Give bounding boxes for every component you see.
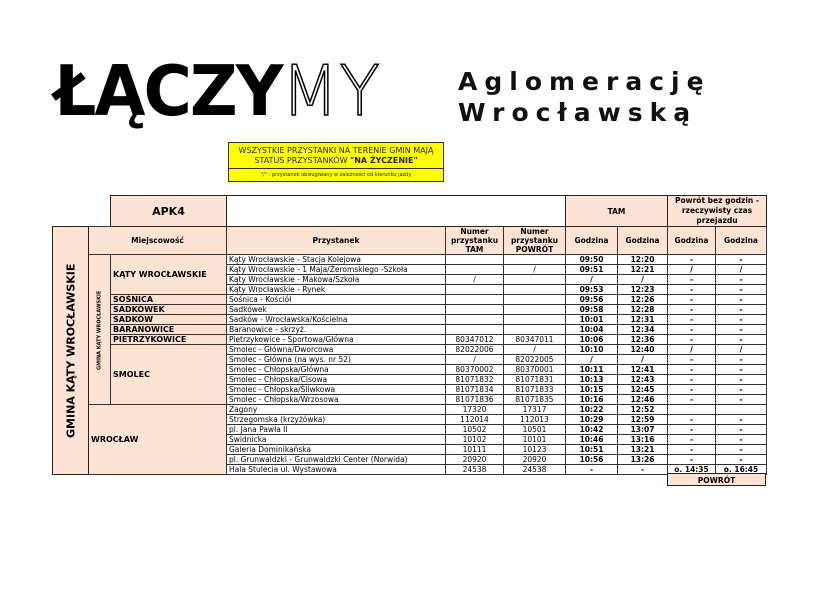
hour-tam-1: 10:13	[566, 375, 618, 385]
tagline-line2: Wrocławską	[458, 98, 698, 127]
header-return: Powrót bez godzin - rzeczywisty czas przejazdu	[668, 196, 767, 227]
hour-return-1: -	[668, 295, 716, 305]
stop-name: Świdnicka	[227, 435, 446, 445]
hour-tam-2: 12:41	[618, 365, 668, 375]
hour-tam-1: 10:15	[566, 385, 618, 395]
stop-number-return: 20920	[504, 455, 566, 465]
hour-tam-2: /	[618, 275, 668, 285]
hour-tam-2: 13:21	[618, 445, 668, 455]
hour-tam-2: 12:34	[618, 325, 668, 335]
stop-number-tam: 80370002	[446, 365, 504, 375]
hour-return-1: -	[668, 375, 716, 385]
hour-tam-2: 13:26	[618, 455, 668, 465]
hour-return-1: -	[668, 255, 716, 265]
stop-name: Hala Stulecia ul. Wystawowa	[227, 465, 446, 475]
notice-line2: STATUS PRZYSTANKÓW	[254, 156, 351, 165]
hour-tam-2: 12:46	[618, 395, 668, 405]
stop-number-tam: 82022006	[446, 345, 504, 355]
hour-return-1: -	[668, 395, 716, 405]
hour-return-1: /	[668, 345, 716, 355]
stop-number-tam: 112014	[446, 415, 504, 425]
hour-return-2: o. 16:45	[716, 465, 767, 475]
hour-tam-2: /	[618, 355, 668, 365]
town-cell: SOŚNICA	[111, 295, 227, 305]
stop-number-return	[504, 315, 566, 325]
hour-tam-1: 09:53	[566, 285, 618, 295]
stop-number-return	[504, 325, 566, 335]
hour-return-1: -	[668, 385, 716, 395]
stop-name: pl. Grunwaldzki - Grunwaldzki Center (Norwida)	[227, 455, 446, 465]
hour-tam-1: 10:29	[566, 415, 618, 425]
hour-tam-2: -	[618, 465, 668, 475]
stop-number-tam: 17320	[446, 405, 504, 415]
stop-number-return: 24538	[504, 465, 566, 475]
hour-tam-1: 10:16	[566, 395, 618, 405]
hour-return-2: -	[716, 445, 767, 455]
header-hour: Godzina	[566, 227, 618, 255]
header-hour: Godzina	[668, 227, 716, 255]
stop-number-tam: 81071834	[446, 385, 504, 395]
stop-name: Smolec - Główna (na wys. nr 52)	[227, 355, 446, 365]
stop-number-tam: 10102	[446, 435, 504, 445]
stop-number-return	[504, 305, 566, 315]
hour-tam-2: 12:52	[618, 405, 668, 415]
table-row	[53, 315, 767, 325]
stop-number-tam	[446, 295, 504, 305]
stop-name: Smolec - Chłopska/Cisowa	[227, 375, 446, 385]
hour-return-2: -	[716, 275, 767, 285]
stop-number-return: /	[504, 265, 566, 275]
hour-return-2: -	[716, 385, 767, 395]
town-cell: SADKÓW	[111, 315, 227, 325]
stop-name: Kąty Wrocławskie - 1 Maja/Żeromskiego -Szkoła	[227, 265, 446, 275]
hour-return-2: -	[716, 415, 767, 425]
town-cell: SMOLEC	[111, 345, 227, 405]
stop-number-return: 81071835	[504, 395, 566, 405]
stop-number-tam: 81071836	[446, 395, 504, 405]
hour-return-2: /	[716, 345, 767, 355]
hour-return-1: -	[668, 335, 716, 345]
notice-note: "/" - przystanek obsługiwany w zależności od kierunku jazdy	[260, 172, 412, 178]
hour-return-2: -	[716, 255, 767, 265]
hour-tam-1: 09:56	[566, 295, 618, 305]
header-num-tam: Numer przystanku TAM	[446, 227, 504, 255]
hour-return-1: -	[668, 275, 716, 285]
stop-name: Baranowice - skrzyż.	[227, 325, 446, 335]
town-cell: KĄTY WROCŁAWSKIE	[111, 255, 227, 295]
hour-tam-2: 12:28	[618, 305, 668, 315]
table-row	[53, 405, 767, 415]
stop-number-return: 80370001	[504, 365, 566, 375]
hour-return-2: -	[716, 395, 767, 405]
hour-tam-1: 09:58	[566, 305, 618, 315]
hour-return-1: -	[668, 435, 716, 445]
hour-tam-1: 10:22	[566, 405, 618, 415]
header-hour: Godzina	[618, 227, 668, 255]
stop-number-return: 17317	[504, 405, 566, 415]
stop-name: Sadków - Wrocławska/Kościelna	[227, 315, 446, 325]
hour-return-1	[668, 405, 716, 415]
hour-return-2: -	[716, 315, 767, 325]
stop-number-tam: 10111	[446, 445, 504, 455]
stop-number-tam: /	[446, 275, 504, 285]
hour-tam-1: 10:42	[566, 425, 618, 435]
stop-number-tam	[446, 265, 504, 275]
stop-name: Smolec - Chłopska/Wrzosowa	[227, 395, 446, 405]
hour-tam-1: 10:10	[566, 345, 618, 355]
notice-box	[228, 142, 444, 182]
hour-tam-1: 10:56	[566, 455, 618, 465]
stop-number-tam: 80347012	[446, 335, 504, 345]
hour-return-2: /	[716, 265, 767, 275]
hour-tam-2: 12:23	[618, 285, 668, 295]
header-hour: Godzina	[716, 227, 767, 255]
town-cell: SADKÓWEK	[111, 305, 227, 315]
stop-name: Smolec - Chłopska/Śliwkowa	[227, 385, 446, 395]
hour-return-2: -	[716, 325, 767, 335]
stop-number-return: 81071831	[504, 375, 566, 385]
stop-number-return: 10123	[504, 445, 566, 455]
hour-return-2: -	[716, 305, 767, 315]
stop-number-tam: 10502	[446, 425, 504, 435]
hour-return-1: -	[668, 315, 716, 325]
header-town: Miejscowość	[89, 227, 227, 255]
hour-tam-1: 09:51	[566, 265, 618, 275]
table-row	[53, 345, 767, 355]
hour-return-1: -	[668, 445, 716, 455]
stop-name: Sośnica - Kościół	[227, 295, 446, 305]
notice-line1: WSZYSTKIE PRZYSTANKI NA TERENIE GMIN MAJĄ	[238, 146, 434, 155]
stop-number-tam	[446, 325, 504, 335]
logo-bold: ŁĄCZY	[54, 51, 282, 132]
stop-name: Galeria Dominikańska	[227, 445, 446, 455]
stop-number-return: 112013	[504, 415, 566, 425]
hour-return-1: -	[668, 365, 716, 375]
hour-tam-2: 12:43	[618, 375, 668, 385]
hour-tam-1: 10:06	[566, 335, 618, 345]
town-cell: WROCŁAW	[89, 405, 227, 475]
stop-name: Sadkówek	[227, 305, 446, 315]
hour-tam-1: 09:50	[566, 255, 618, 265]
hour-return-1: o. 14:35	[668, 465, 716, 475]
stop-number-return	[504, 255, 566, 265]
stop-number-return: 10501	[504, 425, 566, 435]
table-row	[53, 295, 767, 305]
stop-number-tam	[446, 285, 504, 295]
hour-return-2: -	[716, 435, 767, 445]
hour-tam-1: /	[566, 355, 618, 365]
stop-number-tam: 81071832	[446, 375, 504, 385]
stop-name: Kąty Wrocławskie - Rynek	[227, 285, 446, 295]
hour-tam-1: 10:04	[566, 325, 618, 335]
stop-number-tam: 20920	[446, 455, 504, 465]
stop-number-return	[504, 285, 566, 295]
hour-return-1: -	[668, 355, 716, 365]
hour-return-2: -	[716, 365, 767, 375]
hour-return-2: -	[716, 295, 767, 305]
hour-tam-2: 12:45	[618, 385, 668, 395]
table-row	[53, 255, 767, 265]
hour-tam-1: 10:01	[566, 315, 618, 325]
hour-tam-2: 12:36	[618, 335, 668, 345]
gmina-small-label: GMINA KĄTY WROCŁAWSKIE	[89, 255, 111, 405]
hour-return-1: -	[668, 285, 716, 295]
gmina-label: GMINA KĄTY WROCŁAWSKIE	[53, 227, 89, 475]
table-row	[53, 335, 767, 345]
logo	[54, 51, 381, 132]
stop-name: Strzegomska (krzyżówka)	[227, 415, 446, 425]
hour-tam-2: 12:40	[618, 345, 668, 355]
line-number: APK4	[111, 196, 227, 227]
town-cell: PIETRZYKOWICE	[111, 335, 227, 345]
stop-name: pl. Jana Pawła II	[227, 425, 446, 435]
stop-number-tam: /	[446, 355, 504, 365]
header-num-return: Numer przystanku POWRÓT	[504, 227, 566, 255]
hour-tam-2: 13:07	[618, 425, 668, 435]
stop-number-tam	[446, 255, 504, 265]
header-stop: Przystanek	[227, 227, 446, 255]
hour-return-2: -	[716, 285, 767, 295]
hour-tam-2: 12:26	[618, 295, 668, 305]
stop-number-return: 80347011	[504, 335, 566, 345]
stop-number-return: 82022005	[504, 355, 566, 365]
stop-name: Zagony	[227, 405, 446, 415]
stop-number-tam	[446, 315, 504, 325]
timetable	[52, 195, 767, 475]
return-label: POWRÓT	[667, 473, 766, 486]
stop-number-tam	[446, 305, 504, 315]
hour-return-2: -	[716, 425, 767, 435]
header-tam: TAM	[566, 196, 668, 227]
stop-number-tam: 24538	[446, 465, 504, 475]
logo-outline: MY	[281, 51, 381, 132]
logo-tagline	[458, 66, 711, 128]
stop-number-return: 81071833	[504, 385, 566, 395]
hour-return-2: -	[716, 375, 767, 385]
hour-tam-2: 12:59	[618, 415, 668, 425]
hour-tam-1: -	[566, 465, 618, 475]
hour-tam-1: 10:51	[566, 445, 618, 455]
hour-tam-2: 13:16	[618, 435, 668, 445]
hour-return-1: -	[668, 425, 716, 435]
stop-name: Kąty Wrocławskie - Makowa/Szkoła	[227, 275, 446, 285]
stop-name: Pietrzykowice - Sportowa/Główna	[227, 335, 446, 345]
hour-return-2: -	[716, 455, 767, 465]
hour-tam-2: 12:21	[618, 265, 668, 275]
hour-tam-1: /	[566, 275, 618, 285]
hour-return-2: -	[716, 355, 767, 365]
tagline-line1: Aglomerację	[458, 67, 711, 96]
hour-tam-2: 12:20	[618, 255, 668, 265]
notice-emphasis: "NA ŻYCZENIE"	[350, 156, 418, 165]
hour-return-1: -	[668, 415, 716, 425]
stop-name: Smolec - Główna/Dworcowa	[227, 345, 446, 355]
table-row	[53, 305, 767, 315]
stop-number-return: 10101	[504, 435, 566, 445]
stop-name: Kąty Wrocławskie - Stacja Kolejowa	[227, 255, 446, 265]
stop-number-return	[504, 295, 566, 305]
hour-tam-2: 12:31	[618, 315, 668, 325]
town-cell: BARANOWICE	[111, 325, 227, 335]
hour-return-1: -	[668, 325, 716, 335]
hour-return-1: -	[668, 305, 716, 315]
hour-return-1: /	[668, 265, 716, 275]
hour-return-1: -	[668, 455, 716, 465]
hour-tam-1: 10:11	[566, 365, 618, 375]
stop-number-return	[504, 275, 566, 285]
stop-name: Smolec - Chłopska/Główna	[227, 365, 446, 375]
hour-return-2: -	[716, 335, 767, 345]
stop-number-return: /	[504, 345, 566, 355]
hour-tam-1: 10:46	[566, 435, 618, 445]
table-row	[53, 325, 767, 335]
hour-return-2	[716, 405, 767, 415]
